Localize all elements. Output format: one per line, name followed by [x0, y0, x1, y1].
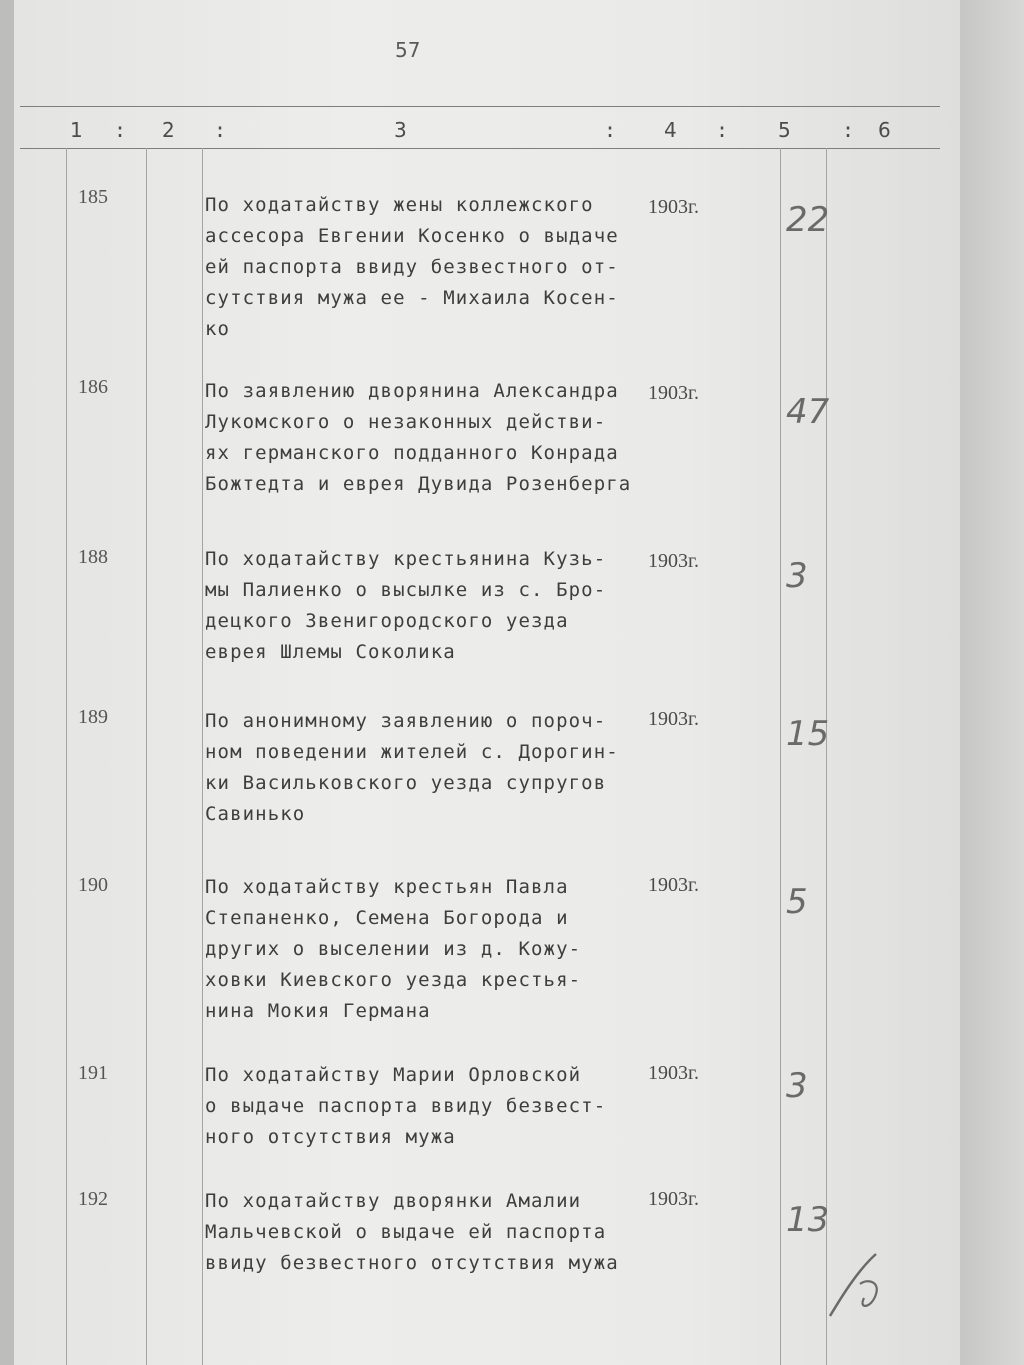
header-bottom-rule — [20, 148, 940, 149]
column-separator: : — [604, 118, 617, 142]
column-header-2: 2 — [162, 118, 175, 142]
column-line — [202, 148, 203, 1365]
entry-sheet-count: 22 — [786, 200, 830, 240]
entry-sheet-count: 3 — [786, 556, 808, 596]
page-number: 57 — [395, 38, 421, 62]
column-line — [826, 148, 827, 1365]
entry-description: По ходатайству крестьянина Кузь- мы Палиенко о высылке из с. Бро- децкого Звенигородского уезда еврея Шлемы Соколика — [205, 548, 607, 663]
entry-number: 190 — [78, 874, 108, 896]
entry-year: 1903г. — [648, 550, 699, 572]
entry-year: 1903г. — [648, 382, 699, 404]
column-line — [146, 148, 147, 1365]
column-separator: : — [214, 118, 227, 142]
entry-sheet-count: 15 — [786, 714, 830, 754]
column-header-5: 5 — [778, 118, 791, 142]
column-separator: : — [842, 118, 855, 142]
handwritten-tail-mark — [824, 1250, 894, 1320]
entry-year: 1903г. — [648, 196, 699, 218]
entry-sheet-count: 3 — [786, 1066, 808, 1106]
entry-number: 191 — [78, 1062, 108, 1084]
entry-year: 1903г. — [648, 1062, 699, 1084]
column-line — [780, 148, 781, 1365]
entry-description: По ходатайству дворянки Амалии Мальчевской о выдаче ей паспорта ввиду безвестного отсутствия мужа — [205, 1190, 619, 1274]
entry-number: 189 — [78, 706, 108, 728]
right-sheet-edge — [960, 0, 1024, 1365]
column-header-3: 3 — [394, 118, 407, 142]
entry-year: 1903г. — [648, 874, 699, 896]
entry-description: По ходатайству крестьян Павла Степаненко, Семена Богорода и других о выселении из д. Кожу- ховки Киевского уезда крестья- нина Мокия Германа — [205, 876, 582, 1022]
entry-number: 186 — [78, 376, 108, 398]
entry-number: 185 — [78, 186, 108, 208]
column-header-1: 1 — [70, 118, 83, 142]
entry-description: По ходатайству Марии Орловской о выдаче паспорта ввиду безвест- ного отсутствия мужа — [205, 1064, 607, 1148]
entry-description: По заявлению дворянина Александра Лукомского о незаконных действи- ях германского подданного Конрада Божтедта и еврея Дувида Розенберга — [205, 380, 632, 495]
entry-year: 1903г. — [648, 708, 699, 730]
entry-sheet-count: 13 — [786, 1200, 830, 1240]
entry-sheet-count: 5 — [786, 882, 808, 922]
entry-number: 188 — [78, 546, 108, 568]
column-header-6: 6 — [878, 118, 891, 142]
column-header-4: 4 — [664, 118, 677, 142]
column-separator: : — [114, 118, 127, 142]
entry-description: По анонимному заявлению о пороч- ном поведении жителей с. Дорогин- ки Васильковского уезда супругов Савинько — [205, 710, 619, 825]
entry-number: 192 — [78, 1188, 108, 1210]
column-line — [66, 148, 67, 1365]
entry-year: 1903г. — [648, 1188, 699, 1210]
column-separator: : — [716, 118, 729, 142]
header-top-rule — [20, 106, 940, 107]
entry-sheet-count: 47 — [786, 392, 830, 432]
entry-description: По ходатайству жены коллежского ассесора Евгении Косенко о выдаче ей паспорта ввиду безвестного от- сутствия мужа ее - Михаила Косен- ко — [205, 194, 619, 340]
